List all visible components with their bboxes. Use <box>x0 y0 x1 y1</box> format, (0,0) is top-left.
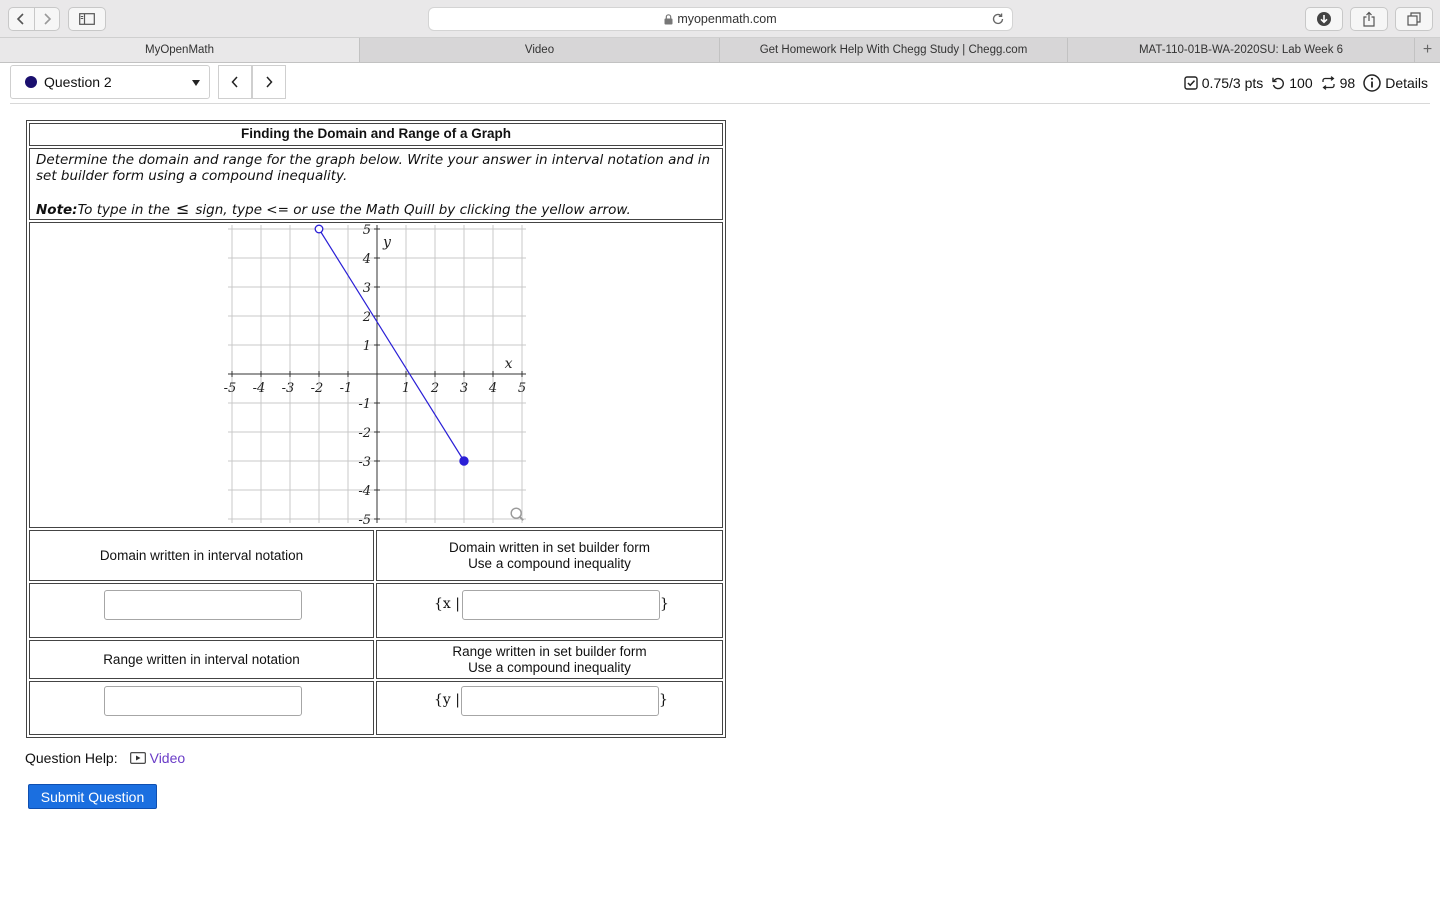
x-tick-label: 5 <box>517 381 527 396</box>
url-text: myopenmath.com <box>677 12 777 26</box>
question-selector[interactable] <box>10 65 210 99</box>
range-set-label: Range written in set builder form <box>452 643 647 659</box>
retries-stat <box>1271 75 1312 91</box>
details-button[interactable] <box>1363 74 1428 92</box>
range-set-header <box>376 640 723 679</box>
x-tick-label: -5 <box>223 381 237 396</box>
domain-set-prefix: {x | <box>434 596 460 612</box>
sidebar-toggle-button[interactable] <box>68 7 106 31</box>
retry-icon <box>1271 76 1285 90</box>
note-post: sign, type <= or use the Math Quill by clicking the yellow arrow. <box>195 202 631 218</box>
retries-value: 100 <box>1289 75 1313 91</box>
y-tick-label: -4 <box>358 484 371 499</box>
chevron-right-icon <box>42 12 52 26</box>
domain-set-input[interactable] <box>462 590 660 620</box>
y-tick-label: -2 <box>358 426 371 441</box>
tab-overview-button[interactable] <box>1395 7 1433 31</box>
x-tick-label: 3 <box>459 381 469 396</box>
attempts-value: 98 <box>1339 75 1356 91</box>
points-stat <box>1184 75 1264 91</box>
header-divider <box>10 103 1430 104</box>
tab-strip <box>0 38 1440 63</box>
x-axis-label: x <box>504 356 513 372</box>
range-set-sublabel: Use a compound inequality <box>468 659 631 675</box>
details-label: Details <box>1385 75 1428 91</box>
domain-interval-input[interactable] <box>104 590 302 620</box>
x-tick-label: -2 <box>310 381 324 396</box>
downloads-button[interactable] <box>1305 7 1343 31</box>
points-value: 0.75/3 pts <box>1201 75 1264 91</box>
problem-title-text: Finding the Domain and Range of a Graph <box>240 126 511 141</box>
caret-down-icon <box>192 80 200 86</box>
repeat-icon <box>1321 76 1336 90</box>
y-tick-label: -5 <box>358 513 371 527</box>
y-axis-label: y <box>383 234 391 251</box>
instruction-text: Determine the domain and range for the graph below. Write your answer in interval notation and in set builder form using a compound inequality. <box>36 152 711 184</box>
question-selector-label: Question 2 <box>44 74 112 90</box>
instructions <box>29 148 723 220</box>
attempts-stat <box>1321 75 1356 91</box>
range-set-suffix: } <box>659 692 668 708</box>
y-tick-label: -1 <box>358 397 371 412</box>
sidebar-icon <box>79 13 95 25</box>
tab-myopenmath[interactable] <box>0 38 360 62</box>
domain-set-suffix: } <box>660 596 669 612</box>
domain-set-label: Domain written in set builder form <box>448 539 651 555</box>
back-button[interactable] <box>9 8 34 30</box>
range-interval-label: Range written in interval notation <box>103 651 300 667</box>
y-tick-label: 4 <box>362 252 371 267</box>
y-tick-label: 5 <box>362 223 371 238</box>
checkbox-icon <box>1184 76 1198 90</box>
coordinate-graph <box>30 223 722 527</box>
range-interval-header <box>29 640 374 679</box>
y-tick-label: 1 <box>362 339 371 354</box>
address-bar[interactable] <box>428 7 1013 31</box>
note-pre: To type in the <box>77 202 170 218</box>
domain-interval-cell <box>29 583 374 638</box>
share-icon <box>1362 11 1376 27</box>
tab-video[interactable] <box>360 38 720 62</box>
info-icon <box>1363 74 1381 92</box>
status-dot-icon <box>25 76 37 88</box>
graph-cell <box>29 222 723 528</box>
x-tick-label: 2 <box>430 381 440 396</box>
x-tick-label: -4 <box>252 381 266 396</box>
problem-title <box>29 123 723 146</box>
new-tab-button[interactable] <box>1415 38 1440 62</box>
x-tick-label: -1 <box>339 381 353 396</box>
reload-icon[interactable] <box>990 11 1006 27</box>
lock-icon <box>664 14 673 25</box>
tab-label: Get Homework Help With Chegg Study | Chegg.com <box>759 44 1028 56</box>
note-line <box>36 201 716 218</box>
history-nav <box>8 7 60 31</box>
chevron-left-icon <box>16 12 26 26</box>
range-set-prefix: {y | <box>434 692 460 708</box>
tab-chegg[interactable] <box>720 38 1068 62</box>
domain-interval-label: Domain written in interval notation <box>99 547 304 563</box>
y-tick-label: 2 <box>362 310 371 325</box>
chevron-left-icon <box>230 76 240 88</box>
open-endpoint <box>315 225 323 233</box>
submit-question-button[interactable]: Submit Question <box>28 784 157 809</box>
plus-icon: + <box>1422 41 1433 58</box>
x-tick-label: 4 <box>488 381 498 396</box>
question-stats <box>1176 72 1428 94</box>
share-button[interactable] <box>1350 7 1388 31</box>
closed-endpoint <box>460 457 468 465</box>
previous-question-button[interactable] <box>218 65 252 99</box>
video-icon <box>130 752 146 764</box>
tab-label: MyOpenMath <box>144 44 215 56</box>
download-icon <box>1316 11 1332 27</box>
forward-button[interactable] <box>34 8 59 30</box>
chevron-right-icon <box>264 76 274 88</box>
x-tick-label: -3 <box>281 381 295 396</box>
next-question-button[interactable] <box>252 65 286 99</box>
question-help-label: Question Help: <box>25 750 118 766</box>
tabs-icon <box>1407 12 1421 26</box>
tab-label: Video <box>524 44 555 56</box>
tab-label: MAT-110-01B-WA-2020SU: Lab Week 6 <box>1138 44 1344 56</box>
range-interval-cell <box>29 681 374 735</box>
tab-lab-week-6[interactable] <box>1068 38 1415 62</box>
le-symbol: ≤ <box>175 199 190 218</box>
browser-toolbar <box>0 0 1440 38</box>
x-tick-label: 1 <box>401 381 411 396</box>
question-help <box>25 750 185 766</box>
domain-set-sublabel: Use a compound inequality <box>468 555 631 571</box>
y-tick-label: -3 <box>358 455 371 470</box>
range-set-input[interactable] <box>461 686 659 716</box>
note-label: Note: <box>36 202 78 218</box>
domain-interval-header <box>29 530 374 581</box>
zoom-icon-handle <box>520 517 524 521</box>
video-link[interactable]: Video <box>149 750 186 766</box>
range-set-cell <box>376 681 723 735</box>
range-interval-input[interactable] <box>104 686 302 716</box>
y-tick-label: 3 <box>362 281 371 296</box>
domain-set-cell <box>376 583 723 638</box>
domain-set-header <box>376 530 723 581</box>
problem-table <box>26 120 726 738</box>
